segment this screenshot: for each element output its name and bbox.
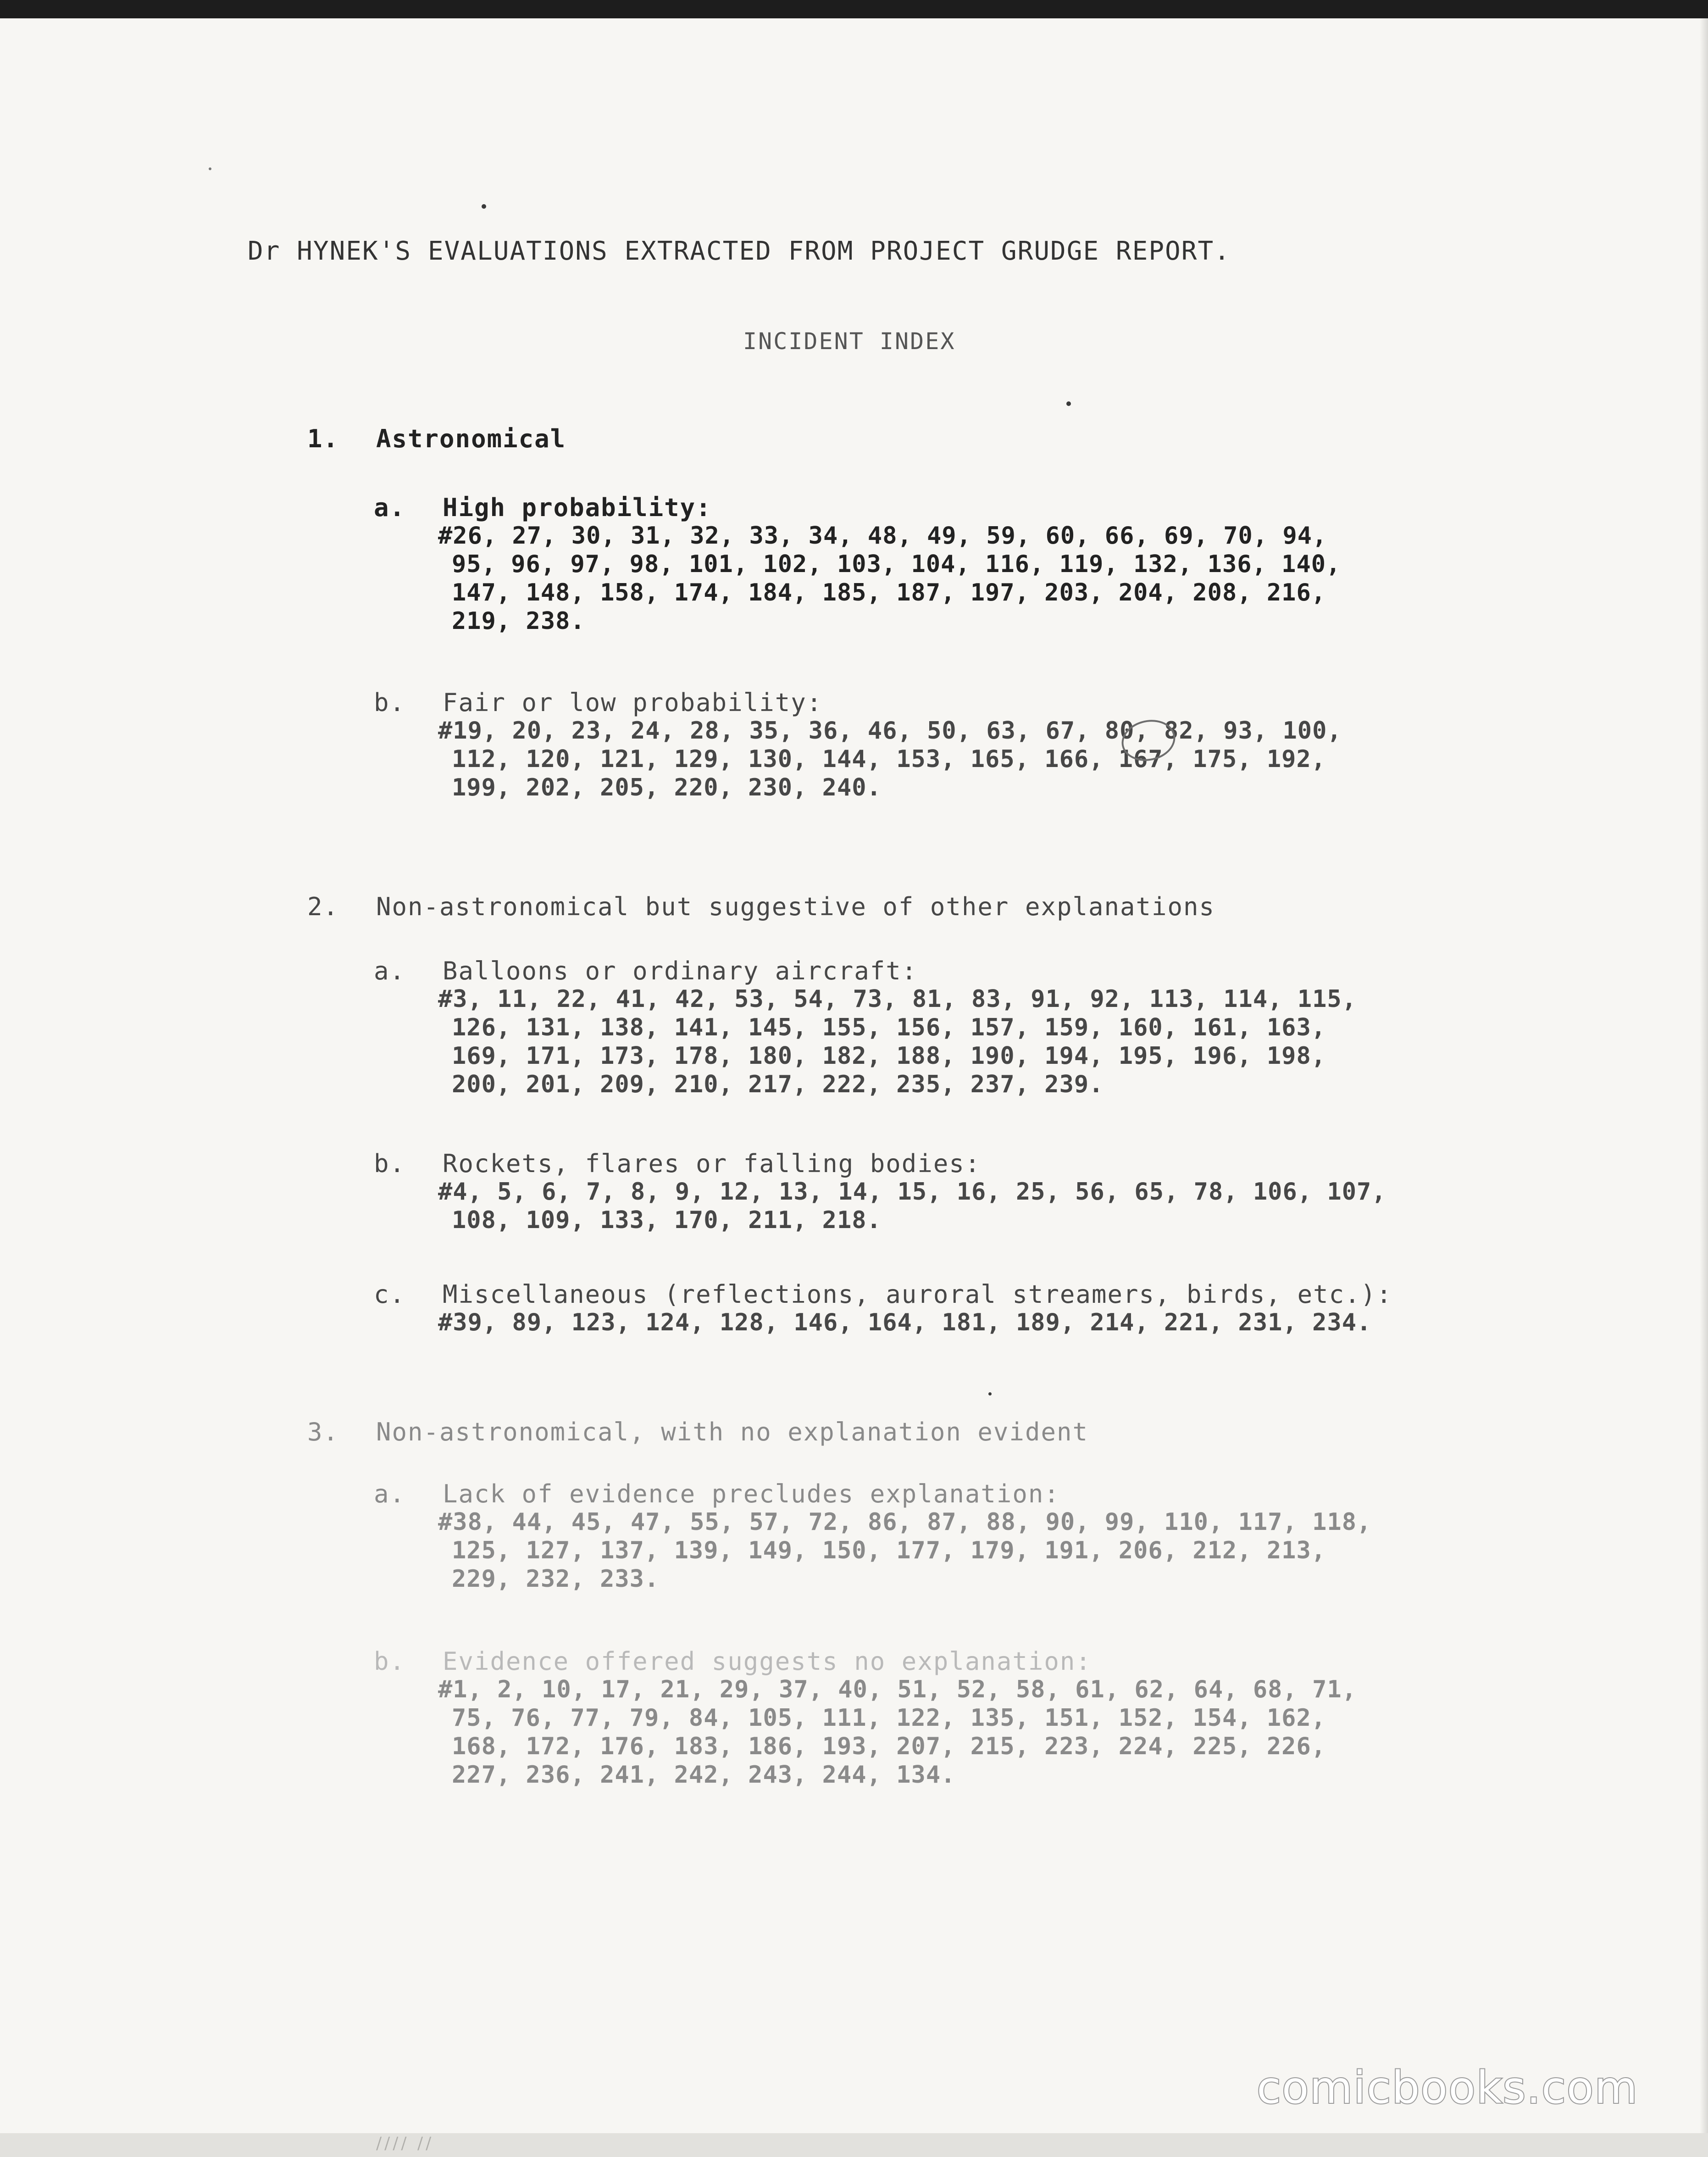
section-number: 2. [307,892,339,921]
incident-line: 199, 202, 205, 220, 230, 240. [452,774,882,801]
incident-list [438,1675,1357,1789]
incident-line: #19, 20, 23, 24, 28, 35, 36, 46, 50, 63, 67, 80, 82, 93, 100, [438,717,1342,745]
incident-list [438,717,1342,802]
section-heading: Non-astronomical, with no explanation evident [376,1418,1088,1446]
incident-line: #1, 2, 10, 17, 21, 29, 37, 40, 51, 52, 58, 61, 62, 64, 68, 71, [438,1676,1357,1703]
incident-list [438,985,1357,1099]
site-watermark: comicbooks.com [1257,2062,1639,2113]
incident-line: #3, 11, 22, 41, 42, 53, 54, 73, 81, 83, 91, 92, 113, 114, 115, [438,985,1357,1013]
incident-line: 200, 201, 209, 210, 217, 222, 235, 237, 239. [452,1071,1104,1098]
incident-list [438,1508,1371,1593]
incident-line: 219, 238. [452,607,585,635]
subsection-letter: b. [374,1647,406,1676]
subsection-letter: c. [374,1280,406,1309]
incident-line: 168, 172, 176, 183, 186, 193, 207, 215, 223, 224, 225, 226, [452,1733,1326,1760]
scan-speck [482,204,486,209]
subsection-label: High probability: [443,493,712,522]
incident-line: 169, 171, 173, 178, 180, 182, 188, 190, 194, 195, 196, 198, [452,1042,1326,1070]
subsection-label: Balloons or ordinary aircraft: [443,956,918,985]
subsection-letter: a. [374,956,406,985]
section-number: 3. [307,1418,339,1446]
incident-line: #4, 5, 6, 7, 8, 9, 12, 13, 14, 15, 16, 25, 56, 65, 78, 106, 107, [438,1178,1386,1206]
incident-line: 229, 232, 233. [452,1565,660,1593]
subsection-label: Lack of evidence precludes explanation: [443,1479,1060,1508]
section-heading: Astronomical [376,424,566,453]
incident-line: #38, 44, 45, 47, 55, 57, 72, 86, 87, 88, 90, 99, 110, 117, 118, [438,1508,1372,1536]
subsection-letter: a. [374,493,406,522]
incident-line: 75, 76, 77, 79, 84, 105, 111, 122, 135, 151, 152, 154, 162, [452,1704,1326,1732]
incident-line: 126, 131, 138, 141, 145, 155, 156, 157, 159, 160, 161, 163, [452,1014,1326,1041]
subsection-label: Miscellaneous (reflections, auroral streamers, birds, etc.): [443,1280,1392,1309]
incident-list [438,1178,1386,1234]
incident-line: #39, 89, 123, 124, 128, 146, 164, 181, 189, 214, 221, 231, 234. [438,1309,1372,1336]
document-title: Dr HYNEK'S EVALUATIONS EXTRACTED FROM PROJECT GRUDGE REPORT. [248,236,1231,266]
incident-line: 112, 120, 121, 129, 130, 144, 153, 165, 166, 167, 175, 192, [452,745,1326,773]
subsection-label: Fair or low probability: [443,688,823,717]
subsection-letter: b. [374,688,406,717]
incident-list [438,522,1341,635]
incident-line: 227, 236, 241, 242, 243, 244, 134. [452,1761,956,1789]
section-heading: Non-astronomical but suggestive of other explanations [376,892,1215,921]
scan-speck [1066,401,1071,406]
footer-smudge: ∕∕∕∕ ∕∕ [376,2134,434,2153]
scan-right-shadow [1700,18,1708,2133]
incident-list [438,1308,1371,1337]
incident-line: 147, 148, 158, 174, 184, 185, 187, 197, 203, 204, 208, 216, [452,579,1326,606]
subsection-label: Rockets, flares or falling bodies: [443,1149,981,1178]
incident-line: #26, 27, 30, 31, 32, 33, 34, 48, 49, 59, 60, 66, 69, 70, 94, [438,522,1327,550]
incident-line: 108, 109, 133, 170, 211, 218. [452,1206,882,1234]
scan-bottom-edge [0,2133,1708,2157]
scan-top-edge [0,0,1708,18]
scan-speck [988,1392,992,1395]
document-subtitle: INCIDENT INDEX [743,328,956,355]
incident-line: 95, 96, 97, 98, 101, 102, 103, 104, 116, 119, 132, 136, 140, [452,550,1341,578]
subsection-letter: b. [374,1149,406,1178]
incident-line: 125, 127, 137, 139, 149, 150, 177, 179, 191, 206, 212, 213, [452,1537,1326,1564]
subsection-label: Evidence offered suggests no explanation: [443,1647,1092,1676]
subsection-letter: a. [374,1479,406,1508]
section-number: 1. [307,424,339,453]
scan-speck [209,167,211,170]
